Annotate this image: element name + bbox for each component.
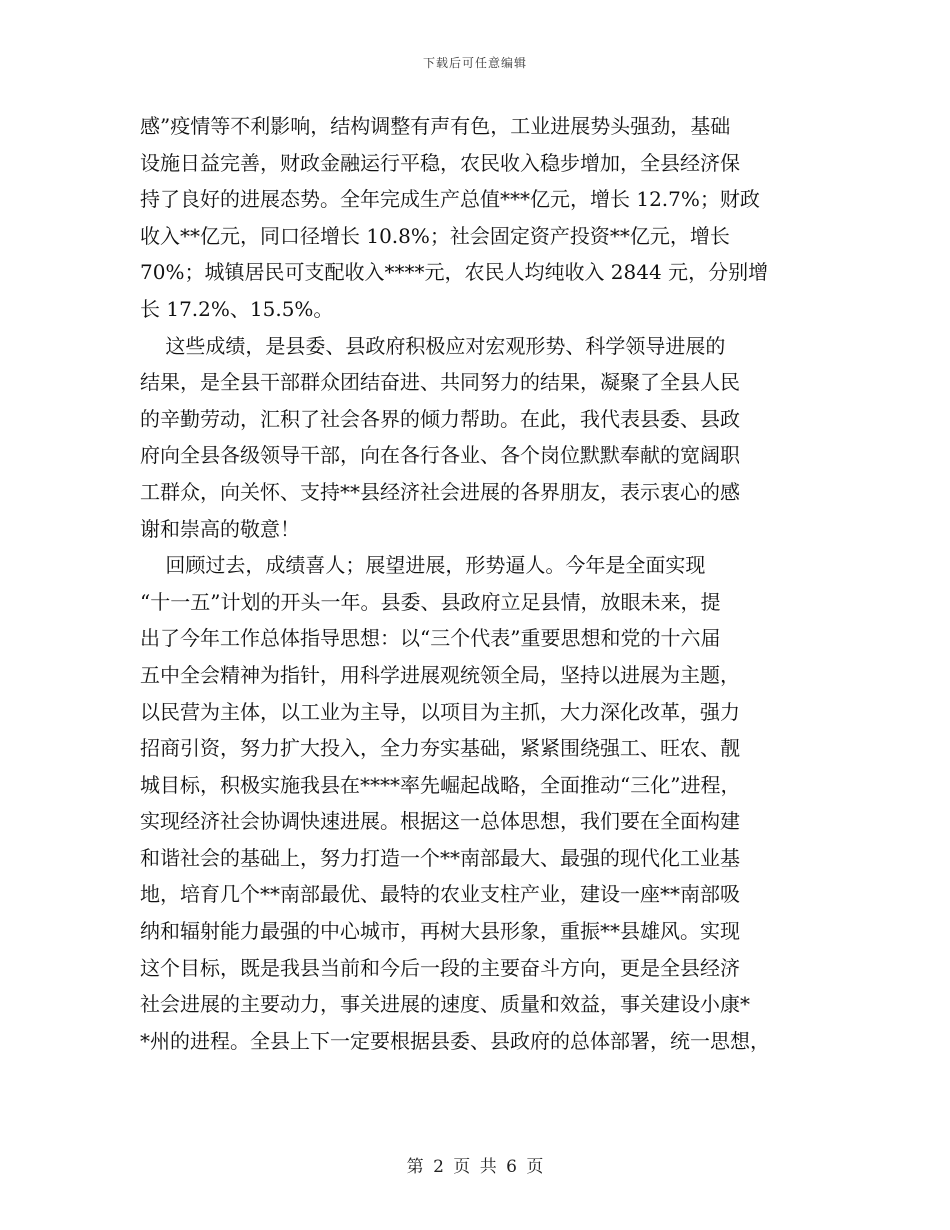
document-body <box>140 108 820 1059</box>
text-line: 持了良好的进展态势。全年完成生产总值***亿元，增长 12.7%；财政 <box>140 187 760 212</box>
text-line: 工群众，向关怀、支持**县经济社会进展的各界朋友，表示衷心的感 <box>140 479 740 504</box>
text-line: 社会进展的主要动力，事关进展的速度、质量和效益，事关建设小康* <box>140 992 750 1017</box>
page-header: 下载后可任意编辑 <box>422 56 527 70</box>
page-footer: 第 2 页 共 6 页 <box>406 1157 544 1177</box>
text-line: 和谐社会的基础上，努力打造一个**南部最大、最强的现代化工业基 <box>140 845 740 870</box>
text-line: 招商引资，努力扩大投入，全力夯实基础，紧紧围绕强工、旺农、靓 <box>140 736 740 761</box>
text-line: 设施日益完善，财政金融运行平稳，农民收入稳步增加，全县经济保 <box>140 150 740 175</box>
text-line: 这个目标，既是我县当前和今后一段的主要奋斗方向，更是全县经济 <box>140 955 740 980</box>
text-line: 地，培育几个**南部最优、最特的农业支柱产业，建设一座**南部吸 <box>140 882 740 907</box>
text-line: 长 17.2%、15.5%。 <box>140 296 334 321</box>
text-line: 谢和崇高的敬意！ <box>140 516 300 541</box>
text-line: 纳和辐射能力最强的中心城市，再树大县形象，重振**县雄风。实现 <box>140 919 740 944</box>
text-line: 结果，是全县干部群众团结奋进、共同努力的结果，凝聚了全县人民 <box>140 370 740 395</box>
text-line: 府向全县各级领导干部，向在各行各业、各个岗位默默奉献的宽阔职 <box>140 443 740 468</box>
text-line: 回顾过去，成绩喜人；展望进展，形势逼人。今年是全面实现 <box>140 553 706 578</box>
text-line: 城目标，积极实施我县在****率先崛起战略，全面推动“三化”进程， <box>140 772 741 797</box>
text-line: 这些成绩，是县委、县政府积极应对宏观形势、科学领导进展的 <box>140 333 726 358</box>
text-line: *州的进程。全县上下一定要根据县委、县政府的总体部署，统一思想， <box>140 1028 770 1053</box>
text-line: 70%；城镇居民可支配收入****元，农民人均纯收入 2844 元，分别增 <box>140 260 769 285</box>
text-line: 感”疫情等不利影响，结构调整有声有色，工业进展势头强劲，基础 <box>140 114 731 138</box>
text-line: 出了今年工作总体指导思想：以“三个代表”重要思想和党的十六届 <box>140 626 721 651</box>
text-line: 五中全会精神为指针，用科学进展观统领全局，坚持以进展为主题， <box>140 662 740 687</box>
text-line: 以民营为主体，以工业为主导，以项目为主抓，大力深化改革，强力 <box>140 699 740 724</box>
text-line: 收入**亿元，同口径增长 10.8%；社会固定资产投资**亿元，增长 <box>140 223 730 248</box>
text-line: “十一五”计划的开头一年。县委、县政府立足县情，放眼未来，提 <box>140 589 721 614</box>
text-line: 实现经济社会协调快速进展。根据这一总体思想，我们要在全面构建 <box>140 809 740 834</box>
text-line: 的辛勤劳动，汇积了社会各界的倾力帮助。在此，我代表县委、县政 <box>140 406 740 431</box>
